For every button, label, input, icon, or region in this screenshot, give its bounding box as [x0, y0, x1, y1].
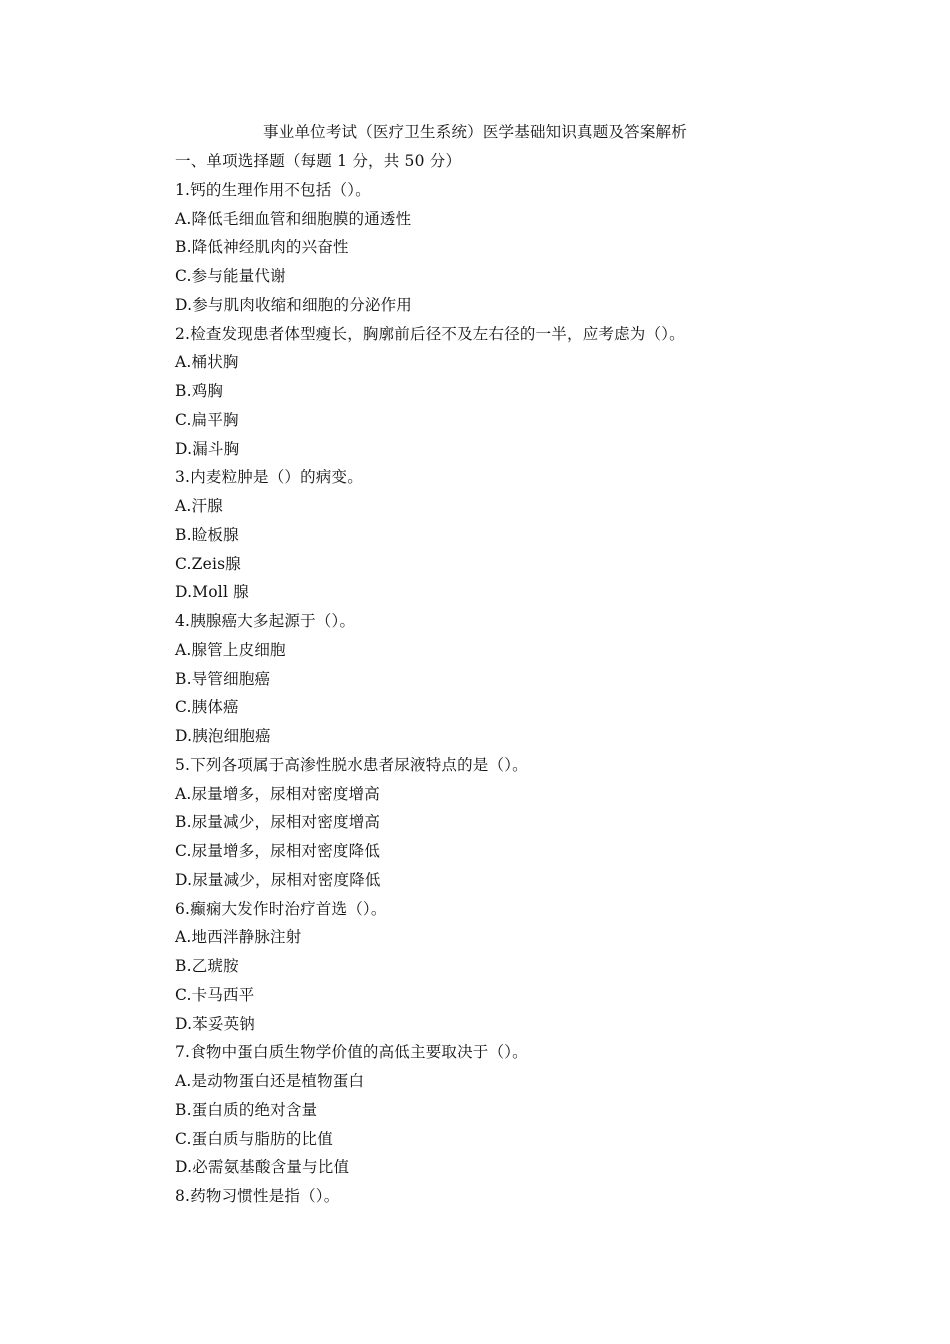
option-line: A.汗腺 [175, 497, 223, 515]
option-line: A.腺管上皮细胞 [175, 640, 286, 659]
option-line: D.漏斗胸 [175, 439, 240, 458]
option-line: B.尿量减少，尿相对密度增高 [175, 813, 381, 832]
option-line: B.导管细胞癌 [175, 669, 271, 688]
option-line: A.降低毛细血管和细胞膜的通透性 [175, 209, 412, 228]
option-line: D.尿量减少，尿相对密度降低 [175, 870, 381, 889]
option-line: C.胰体癌 [175, 698, 239, 717]
option-line: B.乙琥胺 [175, 957, 239, 975]
option-line: B.降低神经肌肉的兴奋性 [175, 238, 349, 257]
question-6: 6.癫痫大发作时治疗首选（）。 [175, 899, 387, 918]
question-5: 5.下列各项属于高渗性脱水患者尿液特点的是（）。 [175, 755, 528, 774]
option-line: B.蛋白质的绝对含量 [175, 1100, 318, 1119]
question-4: 4.胰腺癌大多起源于（）。 [175, 612, 356, 630]
option-line: D.必需氨基酸含量与比值 [175, 1158, 350, 1177]
question-3: 3.内麦粒肿是（）的病变。 [175, 468, 363, 487]
option-line: C.尿量增多，尿相对密度降低 [175, 842, 381, 860]
option-line: C.卡马西平 [175, 985, 255, 1004]
option-line: A.是动物蛋白还是植物蛋白 [175, 1072, 365, 1090]
section-heading: 一、单项选择题（每题 1 分，共 50 分） [175, 152, 462, 170]
question-7: 7.食物中蛋白质生物学价值的高低主要取决于（）。 [175, 1043, 528, 1062]
question-8: 8.药物习惯性是指（）。 [175, 1187, 340, 1205]
option-line: D.参与肌肉收缩和细胞的分泌作用 [175, 295, 413, 314]
option-line: C.蛋白质与脂肪的比值 [175, 1129, 333, 1148]
option-line: B.鸡胸 [175, 382, 224, 400]
option-line: C.参与能量代谢 [175, 267, 286, 285]
question-2: 2.检查发现患者体型瘦长，胸廓前后径不及左右径的一半，应考虑为（）。 [175, 324, 685, 343]
document-body [175, 151, 875, 1215]
option-line: D.Moll 腺 [175, 583, 249, 602]
option-line: C.扁平胸 [175, 410, 239, 429]
option-line: C.Zeis腺 [175, 554, 241, 573]
option-line: A.地西泮静脉注射 [175, 928, 302, 947]
option-line: D.胰泡细胞癌 [175, 727, 271, 745]
option-line: A.尿量增多，尿相对密度增高 [175, 784, 380, 803]
option-line: D.苯妥英钠 [175, 1014, 256, 1033]
document-title: 事业单位考试（医疗卫生系统）医学基础知识真题及答案解析 [263, 123, 687, 141]
question-1: 1.钙的生理作用不包括（）。 [175, 180, 371, 199]
option-line: A.桶状胸 [175, 353, 239, 372]
option-line: B.睑板腺 [175, 525, 239, 544]
